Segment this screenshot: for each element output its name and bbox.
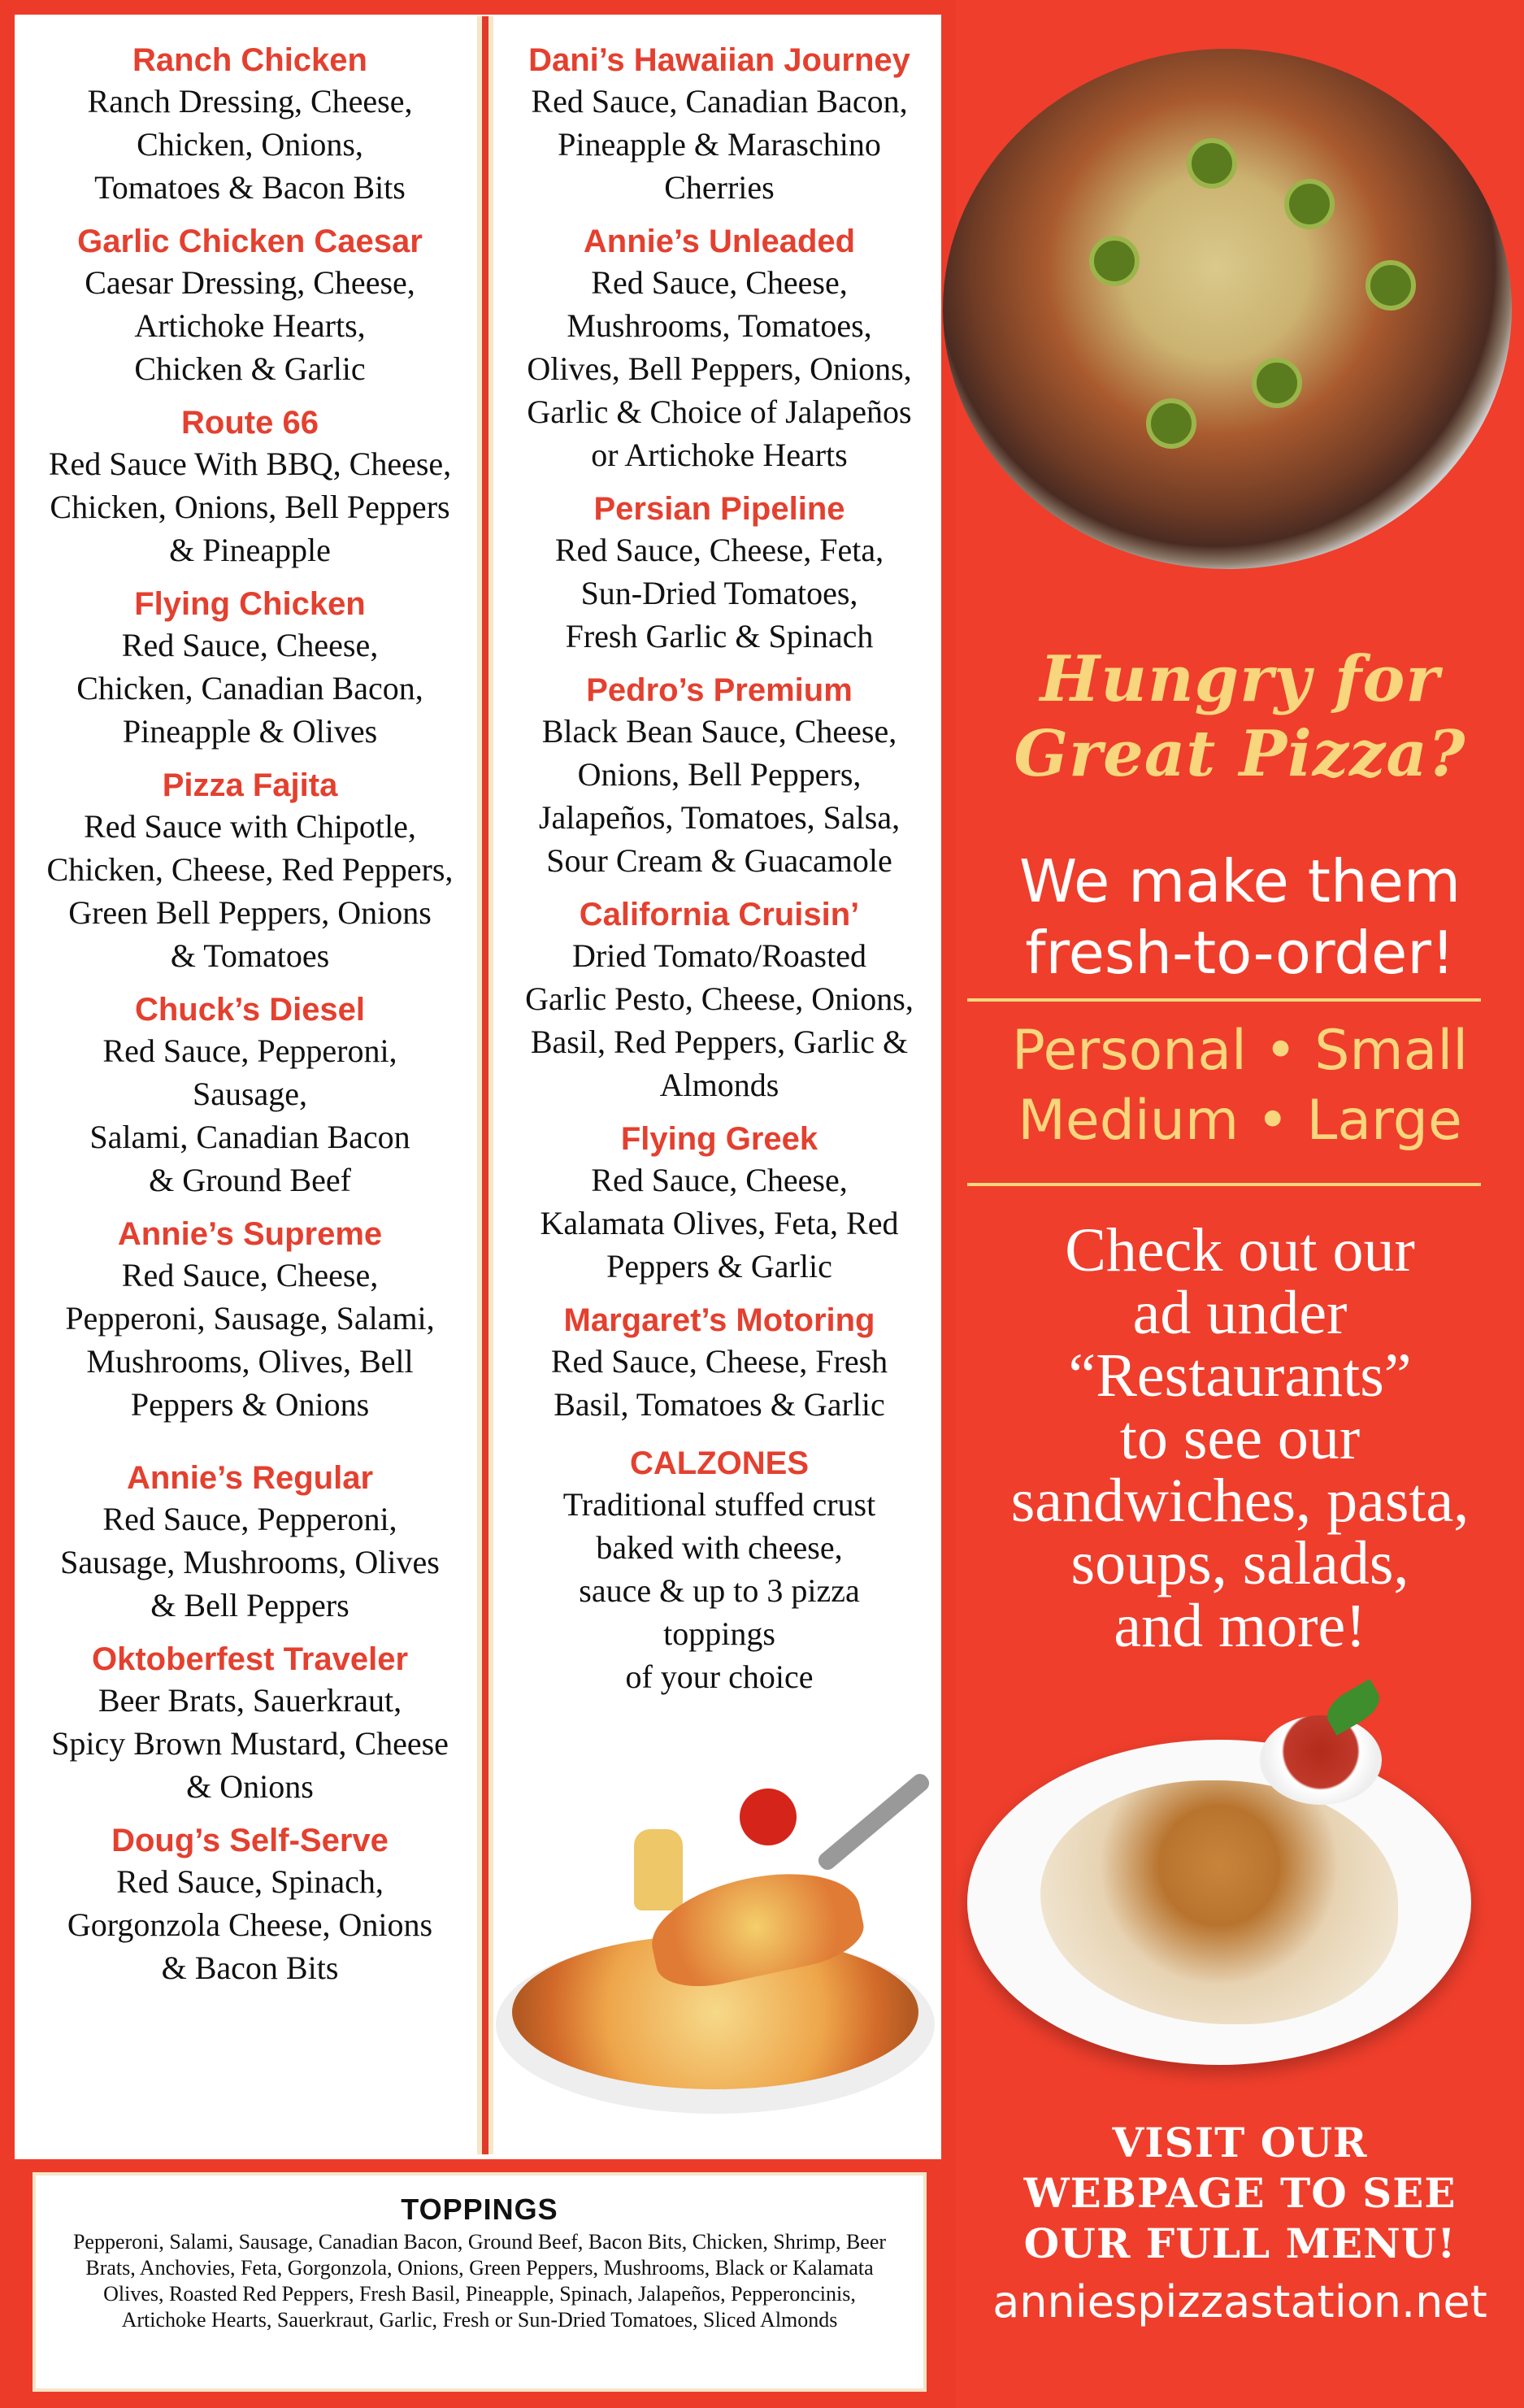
menu-item-description: Red Sauce, Pepperoni, [102,1501,397,1537]
jalapeno-slice [1146,398,1196,449]
menu-item-name: Route 66 [181,405,319,441]
menu-item-description: Red Sauce, Canadian Bacon, [531,83,908,120]
menu-item-description: Almonds [659,1067,779,1103]
menu-item [500,41,939,209]
menu-item [500,1301,939,1426]
gold-rule [967,998,1481,1002]
menu-item-name: California Cruisin’ [579,897,860,932]
menu-item-description: & Bacon Bits [161,1949,339,1986]
menu-item [24,585,475,753]
promo-line: “Restaurants” [1068,1341,1412,1410]
menu-item-description: Sun-Dried Tomatoes, [580,575,858,611]
gold-rule [967,1183,1481,1186]
promo-line: VISIT OUR [1112,2119,1368,2167]
menu-item [24,1215,475,1426]
menu-item [500,671,939,882]
jalapeno-slice [1252,358,1302,408]
menu-item-name: Flying Greek [620,1121,818,1157]
menu-item-description: Basil, Red Peppers, Garlic & [530,1024,909,1060]
menu-item [24,990,475,1202]
menu-item-name: Annie’s Regular [126,1460,374,1496]
menu-item [24,1821,475,1989]
menu-item-description: Red Sauce, Cheese, Feta, [554,532,884,568]
menu-item-description: Tomatoes & Bacon Bits [94,169,406,206]
menu-item [24,403,475,572]
promo-line: WEBPAGE TO SEE [1023,2169,1457,2217]
menu-item-name: Flying Chicken [134,586,366,622]
menu-item-name: Annie’s Unleaded [583,224,856,259]
menu-item-description: baked with cheese, [596,1529,843,1566]
menu-item-description: Pepperoni, Sausage, Salami, [65,1300,435,1337]
menu-item-description: Basil, Tomatoes & Garlic [554,1386,885,1423]
promo-line: ad under [1132,1279,1348,1347]
promo-line: Great Pizza? [1014,717,1466,791]
menu-item [24,1640,475,1808]
menu-item-description: Spicy Brown Mustard, Cheese [51,1725,449,1762]
menu-item-description: Red Sauce With BBQ, Cheese, [48,446,452,482]
menu-item-description: Cherries [664,169,775,206]
menu-item [24,1458,475,1627]
menu-item-description: Chicken, Canadian Bacon, [76,670,423,706]
menu-item-description: Pineapple & Olives [122,713,378,750]
menu-item [24,222,475,390]
menu-item-description: Onions, Bell Peppers, [577,756,862,793]
promo-visit-webpage [956,2118,1524,2269]
jalapeno-slice [1366,260,1416,311]
menu-item-description: Peppers & Garlic [606,1248,832,1284]
promo-line: Personal • Small [1011,1019,1469,1083]
menu-item-description: Peppers & Onions [130,1386,370,1423]
menu-item [24,766,475,977]
menu-item-name: Ranch Chicken [132,42,367,78]
menu-item-description: Caesar Dressing, Cheese, [85,264,415,301]
menu-item-description: Sausage, Mushrooms, Olives [60,1544,440,1580]
menu-item-description: Sausage, [192,1076,308,1112]
menu-item-description: Garlic Pesto, Cheese, Onions, [525,980,914,1017]
jalapeno-slice [1187,138,1237,189]
toppings-list: Pepperoni, Salami, Sausage, Canadian Bacon, Ground Beef, Bacon Bits, Chicken, Shrimp, Beer Brats, Anchovies, Feta, Gorgonzola, Onions, Green Peppers, Mushrooms, Black or Kalamata Olives, Roasted Red Peppers, Fresh Basil, Pineapple, Spinach, Jalapeños, Pepperoncinis, Artichoke Hearts, Sauerkraut, Garlic, Fresh or Sun-Dried Tomatoes, Sliced Almonds [72,2230,887,2332]
jalapeno-slice [1284,179,1335,229]
promo-hungry-heading [956,642,1524,792]
menu-item-description: Fresh Garlic & Spinach [565,618,874,654]
menu-item-description: Sour Cream & Guacamole [546,842,892,879]
promo-line: fresh-to-order! [1025,919,1455,987]
column-divider [477,16,493,2154]
toppings-box [33,2172,927,2392]
menu-item-description: of your choice [625,1658,814,1695]
menu-item-description: Jalapeños, Tomatoes, Salsa, [538,799,901,836]
promo-line: Hungry for [1040,642,1440,716]
menu-item-description: Black Bean Sauce, Cheese, [541,713,897,750]
menu-item-name: Dani’s Hawaiian Journey [528,42,910,78]
jalapeno-slice [1089,236,1140,286]
menu-item-name: Chuck’s Diesel [134,992,366,1028]
menu-item-description: Gorgonzola Cheese, Onions [67,1906,433,1943]
menu-item-name: Annie’s Supreme [117,1216,383,1252]
pizza-slice-photo [496,1756,983,2146]
promo-line: and more! [1114,1592,1366,1660]
promo-line: We make them [1018,847,1461,915]
menu-item-description: Dried Tomato/Roasted [572,937,866,974]
menu-item-description: Red Sauce with Chipotle, [84,808,416,845]
promo-fresh [956,845,1524,989]
menu-item [500,1119,939,1288]
promo-line: to see our [1119,1404,1361,1472]
menu-item-description: Artichoke Hearts, [134,307,366,344]
menu-item-description: & Pineapple [169,532,331,568]
promo-line: soups, salads, [1070,1529,1409,1597]
promo-line: Medium • Large [1018,1089,1462,1153]
menu-item-description: Olives, Bell Peppers, Onions, [527,350,912,387]
menu-item-description: sauce & up to 3 pizza [579,1572,860,1609]
menu-item [500,222,939,476]
menu-item-name: Garlic Chicken Caesar [77,224,423,259]
promo-sizes [956,1016,1524,1156]
menu-item-description: Red Sauce, Cheese, Fresh [550,1343,888,1380]
menu-item [500,895,939,1106]
website-url[interactable]: anniespizzastation.net [992,2276,1487,2328]
promo-check-out [956,1216,1524,1660]
menu-item-description: Pineapple & Maraschino [558,126,881,163]
menu-item-description: Salami, Canadian Bacon [89,1119,410,1155]
menu-item-description: Kalamata Olives, Feta, Red [540,1205,899,1241]
menu-item-description: Red Sauce, Cheese, [121,627,379,663]
menu-item-description: Chicken, Onions, Bell Peppers [50,489,450,525]
menu-item-description: Beer Brats, Sauerkraut, [98,1682,402,1719]
menu-item-description: Traditional stuffed crust [562,1486,876,1523]
menu-item-name: Persian Pipeline [593,491,845,527]
menu-item [500,489,939,658]
menu-item-description: Chicken, Cheese, Red Peppers, [46,851,454,888]
menu-item-description: Mushrooms, Tomatoes, [567,307,872,344]
menu-item-name: CALZONES [630,1445,809,1481]
menu-item-description: & Onions [186,1768,314,1805]
menu-item [500,1444,939,1698]
menu-item-name: Margaret’s Motoring [563,1302,875,1338]
middle-menu-column [500,41,939,1711]
pizza-server [815,1771,932,1873]
menu-item-name: Pizza Fajita [162,767,338,803]
menu-item-description: & Ground Beef [149,1162,351,1198]
oil-bottle [634,1829,683,1910]
red-pepper [740,1789,797,1845]
menu-item-description: Red Sauce, Pepperoni, [102,1032,397,1069]
promo-line: OUR FULL MENU! [1023,2219,1457,2267]
menu-item-description: Green Bell Peppers, Onions [68,894,432,931]
menu-item [24,41,475,209]
menu-item-description: Red Sauce, Cheese, [121,1257,379,1293]
menu-item-description: or Artichoke Hearts [591,437,848,473]
menu-item-description: & Bell Peppers [150,1587,350,1623]
menu-item-description: & Tomatoes [170,937,330,974]
menu-item-description: Chicken, Onions, [137,126,363,163]
menu-item-name: Doug’s Self-Serve [111,1823,389,1858]
menu-item-description: Red Sauce, Cheese, [591,264,848,301]
toppings-title: TOPPINGS [401,2193,558,2226]
menu-item-name: Oktoberfest Traveler [91,1641,409,1677]
menu-item-description: Red Sauce, Cheese, [591,1162,848,1198]
calzone-photo [967,1691,1487,2081]
menu-item-description: Ranch Dressing, Cheese, [87,83,413,120]
sauce-bowl [1260,1715,1382,1805]
promo-line: Check out our [1065,1216,1415,1284]
menu-item-description: Red Sauce, Spinach, [116,1863,384,1900]
jalapeno-pizza-photo [943,49,1512,569]
left-menu-column [24,41,475,2002]
promo-line: sandwiches, pasta, [1010,1467,1470,1535]
menu-item-description: Mushrooms, Olives, Bell [86,1343,414,1380]
menu-item-name: Pedro’s Premium [586,672,853,708]
menu-item-description: Garlic & Choice of Jalapeños [527,393,912,430]
menu-item-description: toppings [663,1615,775,1652]
menu-item-description: Chicken & Garlic [134,350,366,387]
